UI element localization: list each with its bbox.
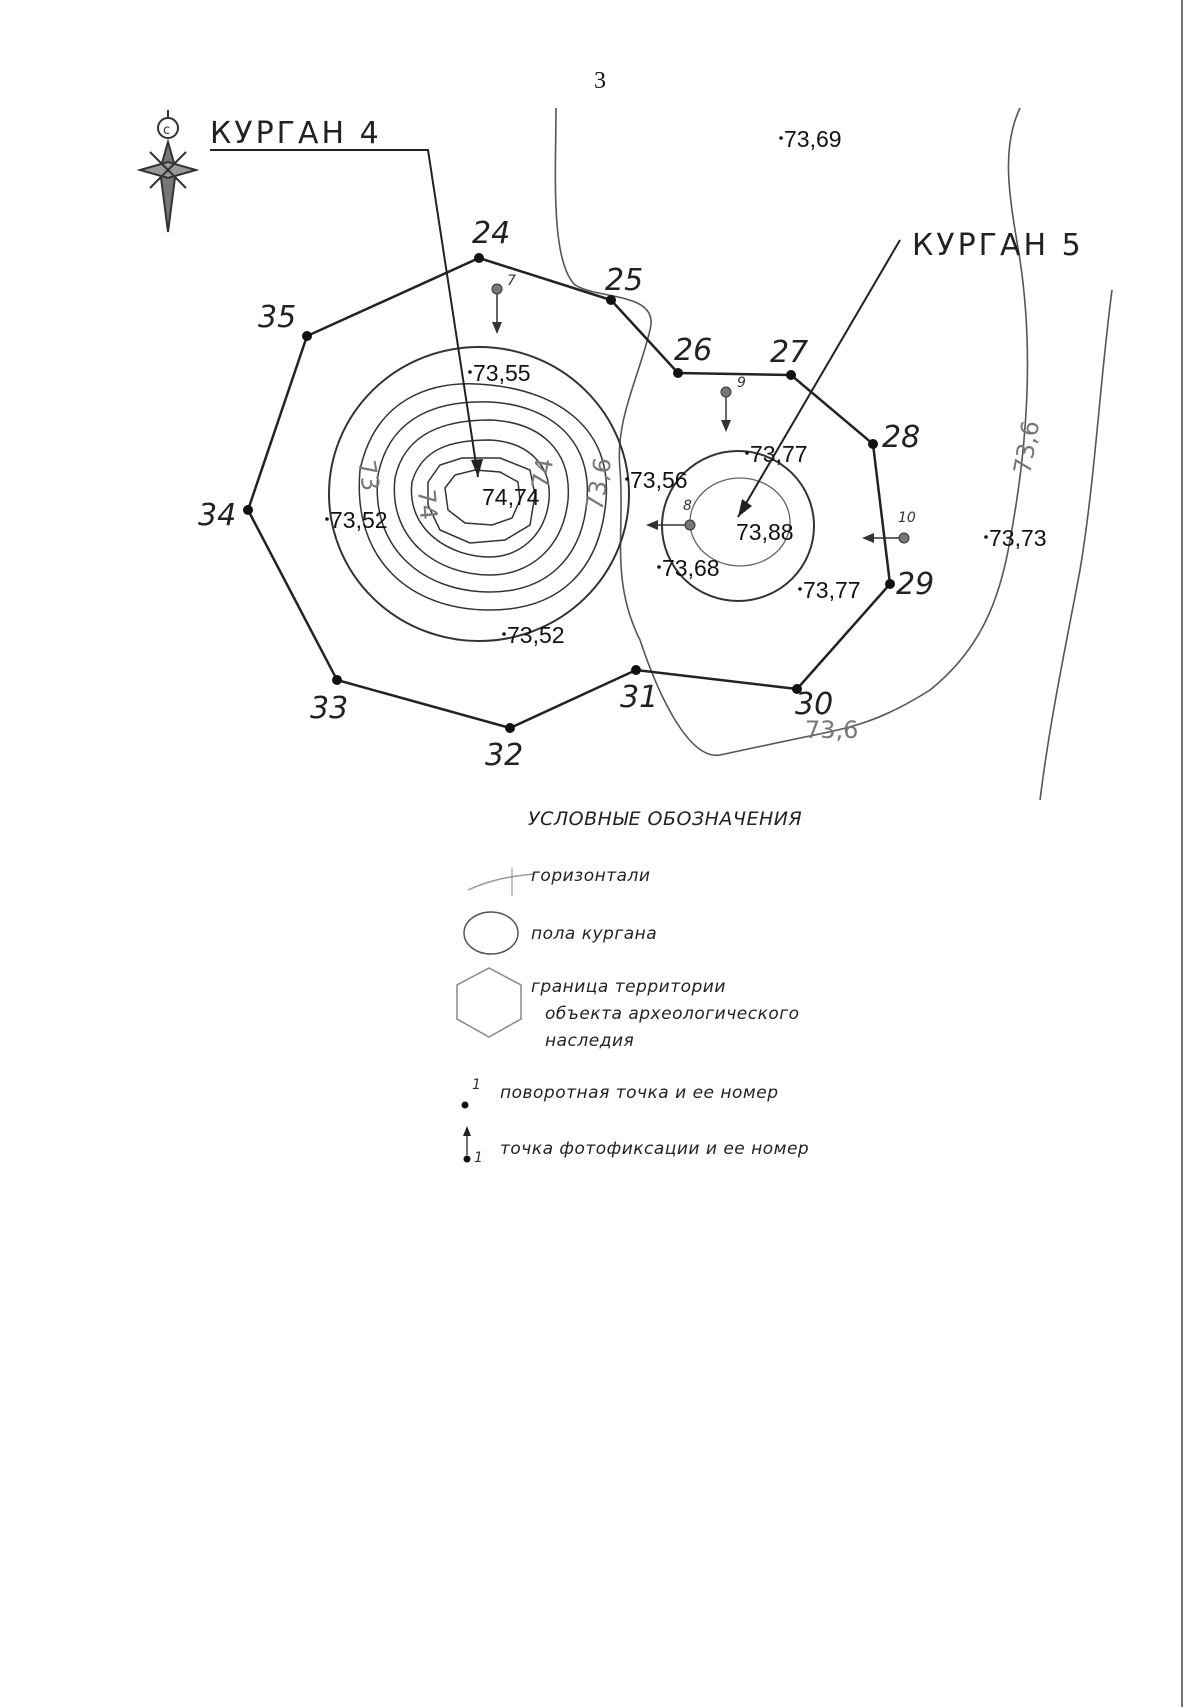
photo-point-7 bbox=[492, 273, 516, 334]
elevation-label: 73,52 bbox=[507, 622, 565, 648]
mound-4-summit-elevation: 74,74 bbox=[482, 484, 540, 510]
point-number-label: 32 bbox=[485, 738, 524, 773]
photo-points bbox=[492, 273, 916, 543]
svg-text:c: c bbox=[163, 123, 171, 138]
photo-point-number: 7 bbox=[507, 273, 516, 289]
legend-item-text: наследия bbox=[545, 1031, 635, 1051]
point-number-label: 25 bbox=[605, 263, 644, 298]
legend-item-photo-point bbox=[463, 1126, 809, 1166]
legend-item-contours bbox=[468, 866, 650, 896]
contour-line-icon bbox=[468, 874, 535, 890]
point-number-label: 24 bbox=[472, 216, 511, 251]
contour-label: 73,6 bbox=[1008, 418, 1046, 477]
turning-point bbox=[673, 368, 683, 378]
contour-labels bbox=[352, 419, 1045, 744]
turning-point bbox=[786, 370, 796, 380]
photo-point-number: 9 bbox=[737, 375, 746, 391]
map-legend bbox=[457, 808, 809, 1166]
legend-item-boundary bbox=[457, 968, 800, 1051]
turning-point bbox=[332, 675, 342, 685]
legend-item-text: точка фотофиксации и ее номер bbox=[500, 1139, 810, 1159]
legend-title: УСЛОВНЫЕ ОБОЗНАЧЕНИЯ bbox=[528, 808, 803, 830]
point-number-label: 31 bbox=[620, 680, 659, 715]
turning-point bbox=[868, 439, 878, 449]
elevation-label: 73,56 bbox=[630, 467, 688, 493]
point-number-label: 30 bbox=[795, 687, 834, 722]
contour-label: 74 bbox=[526, 456, 560, 492]
elevation-label: 73,77 bbox=[750, 441, 808, 467]
ellipse-icon bbox=[464, 912, 518, 954]
mound-5-label: КУРГАН 5 bbox=[912, 228, 1084, 263]
page-number: 3 bbox=[594, 68, 606, 94]
photo-point-icon bbox=[463, 1126, 471, 1163]
north-arrow-icon bbox=[140, 110, 196, 232]
summit-elevations bbox=[482, 484, 794, 545]
turning-point-icon bbox=[462, 1102, 469, 1109]
turning-point bbox=[631, 665, 641, 675]
legend-item-mound-base bbox=[464, 912, 657, 954]
boundary-point-labels bbox=[198, 216, 934, 773]
legend-item-text: объекта археологического bbox=[545, 1004, 800, 1024]
point-number-label: 33 bbox=[310, 691, 349, 726]
legend-item-turning-point bbox=[462, 1077, 779, 1109]
elevation-label: 73,68 bbox=[662, 555, 720, 581]
spot-elevations bbox=[325, 126, 1046, 648]
turning-point bbox=[885, 579, 895, 589]
turning-point bbox=[505, 723, 515, 733]
contour-label: 74 bbox=[412, 488, 443, 521]
legend-item-text: горизонтали bbox=[531, 866, 651, 886]
photo-point-8 bbox=[646, 498, 695, 530]
elevation-label: 73,55 bbox=[473, 360, 531, 386]
contour-label: 73,6 bbox=[805, 716, 859, 744]
turning-point bbox=[474, 253, 484, 263]
legend-item-text: пола кургана bbox=[531, 924, 658, 944]
legend-item-text: граница территории bbox=[531, 977, 726, 997]
point-number-label: 34 bbox=[198, 498, 237, 533]
photo-point-9 bbox=[721, 375, 746, 432]
elevation-label: 73,69 bbox=[784, 126, 842, 152]
point-number-label: 28 bbox=[882, 420, 921, 455]
elevation-label: 73,77 bbox=[803, 577, 861, 603]
legend-item-text: поворотная точка и ее номер bbox=[500, 1083, 779, 1103]
turning-point bbox=[302, 331, 312, 341]
point-number-label: 26 bbox=[674, 333, 713, 368]
photo-point-10 bbox=[862, 510, 916, 543]
mound-4-label: КУРГАН 4 bbox=[210, 116, 382, 151]
legend-item-number: 1 bbox=[472, 1077, 481, 1093]
elevation-label: 73,73 bbox=[989, 525, 1047, 551]
legend-item-number: 1 bbox=[474, 1150, 483, 1166]
elevation-label: 73,52 bbox=[330, 507, 388, 533]
hexagon-icon bbox=[457, 968, 521, 1037]
mound-4-label-group bbox=[210, 116, 483, 477]
turning-point bbox=[243, 505, 253, 515]
contour-label: 73 bbox=[352, 458, 385, 494]
contour-label: 73,6 bbox=[580, 455, 618, 514]
point-number-label: 35 bbox=[258, 300, 297, 335]
point-number-label: 27 bbox=[770, 335, 809, 370]
mound-5-summit-elevation: 73,88 bbox=[736, 519, 794, 545]
photo-point-number: 8 bbox=[683, 498, 692, 514]
photo-point-number: 10 bbox=[898, 510, 916, 526]
point-number-label: 29 bbox=[896, 567, 935, 602]
